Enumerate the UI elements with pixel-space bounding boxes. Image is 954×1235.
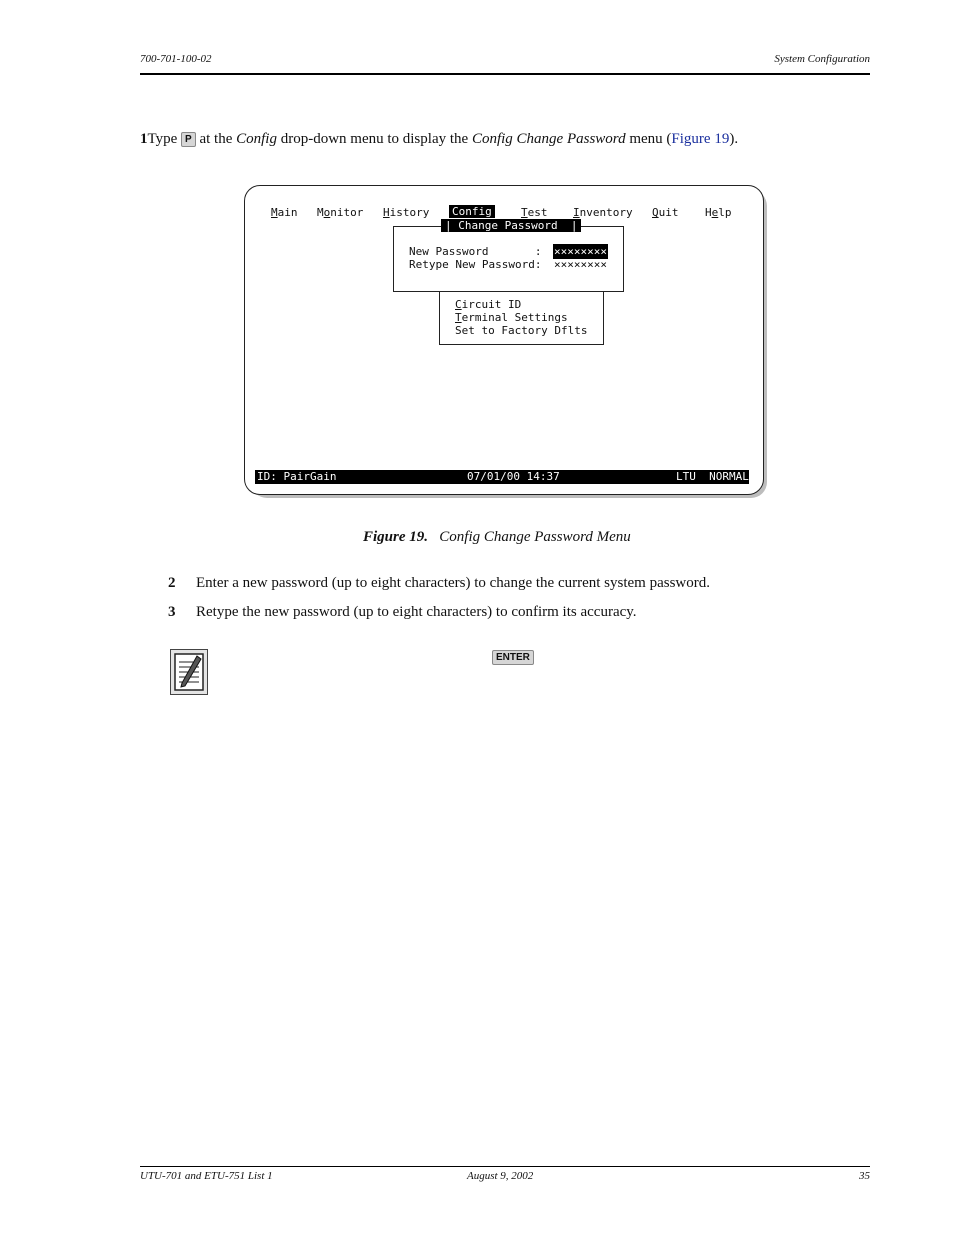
dropdown-factory-defaults[interactable]: Set to Factory Dflts — [455, 324, 588, 337]
footer-page-number: 35 — [859, 1170, 870, 1182]
figure-caption — [363, 529, 631, 546]
menu-main[interactable]: Main — [271, 206, 298, 219]
step-number: 3 — [168, 604, 176, 620]
step-1: 1Type P at the Config drop-down menu to display the Config Change Password menu (Figure 19). — [140, 131, 739, 147]
note-enter-key-wrap — [492, 648, 534, 666]
note-pencil-icon — [170, 649, 208, 695]
menu-help[interactable]: Help — [705, 206, 732, 219]
enter-key: ENTER — [492, 650, 534, 665]
header-section: System Configuration — [774, 53, 870, 65]
menu-monitor[interactable]: Monitor — [317, 206, 364, 219]
menu-inventory[interactable]: Inventory — [573, 206, 633, 219]
status-mode: LTU NORMAL — [676, 470, 749, 483]
step-text: Enter a new password (up to eight characters) to change the current system password. — [196, 575, 710, 591]
figure-link[interactable]: Figure 19 — [671, 131, 730, 147]
menu-quit[interactable]: Quit — [652, 206, 679, 219]
status-datetime: 07/01/00 14:37 — [467, 470, 560, 483]
menu-config[interactable]: Config — [449, 205, 495, 218]
menu-name-ref: Config Change Password — [471, 131, 626, 147]
menu-test[interactable]: Test — [521, 206, 548, 219]
status-id: ID: PairGain — [257, 470, 337, 483]
retype-password-field[interactable]: ×××××××× — [554, 258, 607, 271]
figure-title: Config Change Password Menu — [439, 529, 631, 545]
footer-date: August 9, 2002 — [467, 1170, 534, 1182]
step-text: Retype the new password (up to eight characters) to confirm its accuracy. — [196, 604, 637, 620]
header-rule — [140, 73, 870, 75]
figure-label: Figure 19. — [363, 529, 429, 545]
menu-history[interactable]: History — [383, 206, 430, 219]
dropdown-circuit-id[interactable]: Circuit ID — [455, 298, 522, 311]
note-pencil-svg — [171, 650, 207, 694]
key-p: P — [181, 132, 196, 147]
dialog-title: | Change Password | — [441, 219, 581, 232]
step-number: 1 — [140, 131, 148, 147]
step-3 — [168, 604, 637, 621]
retype-password-label: Retype New Password: — [409, 258, 542, 271]
new-password-field[interactable]: ×××××××× — [554, 245, 607, 258]
footer-product: UTU-701 and ETU-751 List 1 — [140, 1170, 273, 1182]
header-doc-number: 700-701-100-02 — [140, 53, 212, 65]
dropdown-terminal-settings[interactable]: Terminal Settings — [455, 311, 568, 324]
step-number: 2 — [168, 575, 176, 591]
step-2 — [168, 575, 710, 592]
footer-rule — [140, 1166, 870, 1167]
new-password-label: New Password : — [409, 245, 542, 258]
config-menu-ref: Config — [236, 131, 277, 147]
